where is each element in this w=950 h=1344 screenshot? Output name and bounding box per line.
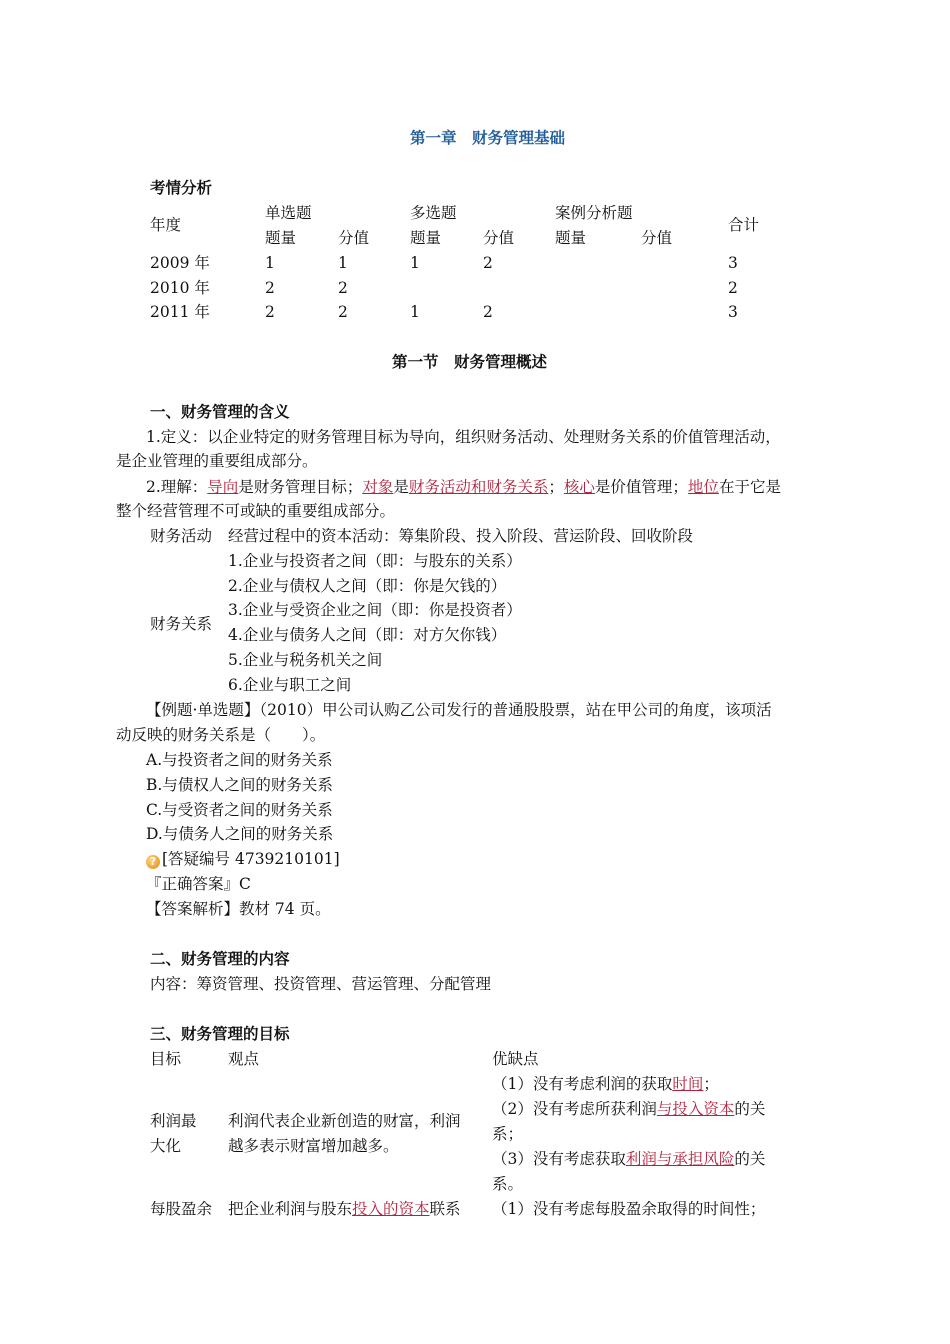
row-year: 2011 年 [150,303,210,321]
example-question: 动反映的财务关系是（ ）。 [116,726,326,744]
pros-text: 的关 [734,1100,766,1118]
col-view: 观点 [228,1050,260,1068]
definition-line: 是企业管理的重要组成部分。 [116,452,318,470]
relation-label: 财务关系 [150,615,213,633]
pros-keyword: 时间 [672,1075,704,1093]
keyword-activity-relation: 财务活动和财务关系 [408,478,549,496]
understanding-text: 是财务管理目标； [238,478,363,496]
understanding-line: 整个经营管理不可或缺的重要组成部分。 [116,502,396,520]
view-keyword: 投入的资本 [352,1200,430,1218]
group-single: 单选题 [265,204,312,222]
row-total: 3 [728,254,738,272]
section-title: 第一节 财务管理概述 [392,353,548,371]
row-year: 2010 年 [150,279,210,297]
row-cell: 2 [483,254,493,272]
goal-view: 越多表示财富增加越多。 [228,1137,399,1155]
group-case: 案例分析题 [555,204,633,222]
row-cell: 1 [265,254,275,272]
relation-item: 3.企业与受资企业之间（即：你是投资者） [228,601,522,619]
part3-heading: 三、财务管理的目标 [150,1025,290,1043]
sub-score-single: 分值 [338,229,370,247]
row-year: 2009 年 [150,254,210,272]
understanding-text: 是价值管理； [594,478,688,496]
row-cell: 2 [265,279,275,297]
part2-content: 内容：筹资管理、投资管理、营运管理、分配管理 [150,975,492,993]
correct-answer: 『正确答案』C [146,875,251,893]
pros-item [492,1149,765,1169]
pros-text: （2）没有考虑所获利润 [492,1100,657,1118]
relation-item: 4.企业与债务人之间（即：对方欠你钱） [228,626,507,644]
chapter-title: 第一章 财务管理基础 [410,129,566,147]
pros-item-cont: 系。 [492,1175,524,1193]
understanding-text: 是 [393,478,409,496]
pros-item [492,1099,765,1119]
pros-text: （3）没有考虑获取 [492,1150,626,1168]
sub-count-multi: 题量 [410,229,442,247]
col-total: 合计 [728,216,760,234]
pros-text: ； [703,1075,719,1093]
group-multi: 多选题 [410,204,457,222]
relation-item: 6.企业与职工之间 [228,676,352,694]
sub-count-single: 题量 [265,229,297,247]
exam-analysis-heading: 考情分析 [150,179,213,197]
row-cell: 2 [265,303,275,321]
col-year: 年度 [150,216,182,234]
sub-score-case: 分值 [641,229,673,247]
pros-item-cont: 系； [492,1125,524,1143]
keyword-object: 对象 [362,478,394,496]
col-goal: 目标 [150,1050,182,1068]
answer-analysis: 【答案解析】教材 74 页。 [146,900,331,918]
pros-text: 的关 [734,1150,766,1168]
option-d: D.与债务人之间的财务关系 [146,825,334,843]
row-cell: 2 [483,303,493,321]
goal-name: 大化 [150,1137,182,1155]
keyword-core: 核心 [563,478,595,496]
relation-item: 1.企业与投资者之间（即：与股东的关系） [228,552,522,570]
option-b: B.与债权人之间的财务关系 [146,776,333,794]
part2-heading: 二、财务管理的内容 [150,950,290,968]
understanding-text: ； [548,478,564,496]
understanding-line [146,477,781,497]
goal-name: 每股盈余 [150,1200,213,1218]
question-mark-icon[interactable]: ? [146,855,160,869]
row-total: 2 [728,279,738,297]
part1-heading: 一、财务管理的含义 [150,403,290,421]
view-text: 把企业利润与股东 [228,1200,353,1218]
pros-keyword: 利润与承担风险 [625,1150,735,1168]
relation-item: 5.企业与税务机关之间 [228,651,383,669]
goal-view: 利润代表企业新创造的财富，利润 [228,1112,461,1130]
col-pros: 优缺点 [492,1050,539,1068]
pros-item [492,1074,719,1094]
goal-view [228,1199,461,1219]
qa-number-line[interactable] [146,849,340,869]
definition-line: 1.定义：以企业特定的财务管理目标为导向，组织财务活动、处理财务关系的价值管理活动， [146,428,781,446]
keyword-direction: 导向 [207,478,239,496]
pros-item: （1）没有考虑每股盈余取得的时间性； [492,1200,766,1218]
activity-text: 经营过程中的资本活动：筹集阶段、投入阶段、营运阶段、回收阶段 [228,527,694,545]
activity-label: 财务活动 [150,527,213,545]
pros-keyword: 与投入资本 [656,1100,735,1118]
goal-name: 利润最 [150,1112,197,1130]
option-a: A.与投资者之间的财务关系 [146,751,333,769]
row-cell: 2 [338,303,348,321]
sub-score-multi: 分值 [483,229,515,247]
pros-text: （1）没有考虑利润的获取 [492,1075,673,1093]
sub-count-case: 题量 [555,229,587,247]
example-question: 【例题·单选题】（2010）甲公司认购乙公司发行的普通股股票，站在甲公司的角度，该项活 [146,701,772,719]
row-cell: 1 [338,254,348,272]
keyword-status: 地位 [687,478,719,496]
qa-number: [答疑编号 4739210101] [162,850,340,868]
row-total: 3 [728,303,738,321]
understanding-prefix: 2.理解： [146,478,208,496]
view-text: 联系 [429,1200,461,1218]
row-cell: 1 [410,254,420,272]
row-cell: 2 [338,279,348,297]
option-c: C.与受资者之间的财务关系 [146,801,333,819]
relation-item: 2.企业与债权人之间（即：你是欠钱的） [228,577,507,595]
understanding-text: 在于它是 [718,478,781,496]
row-cell: 1 [410,303,420,321]
